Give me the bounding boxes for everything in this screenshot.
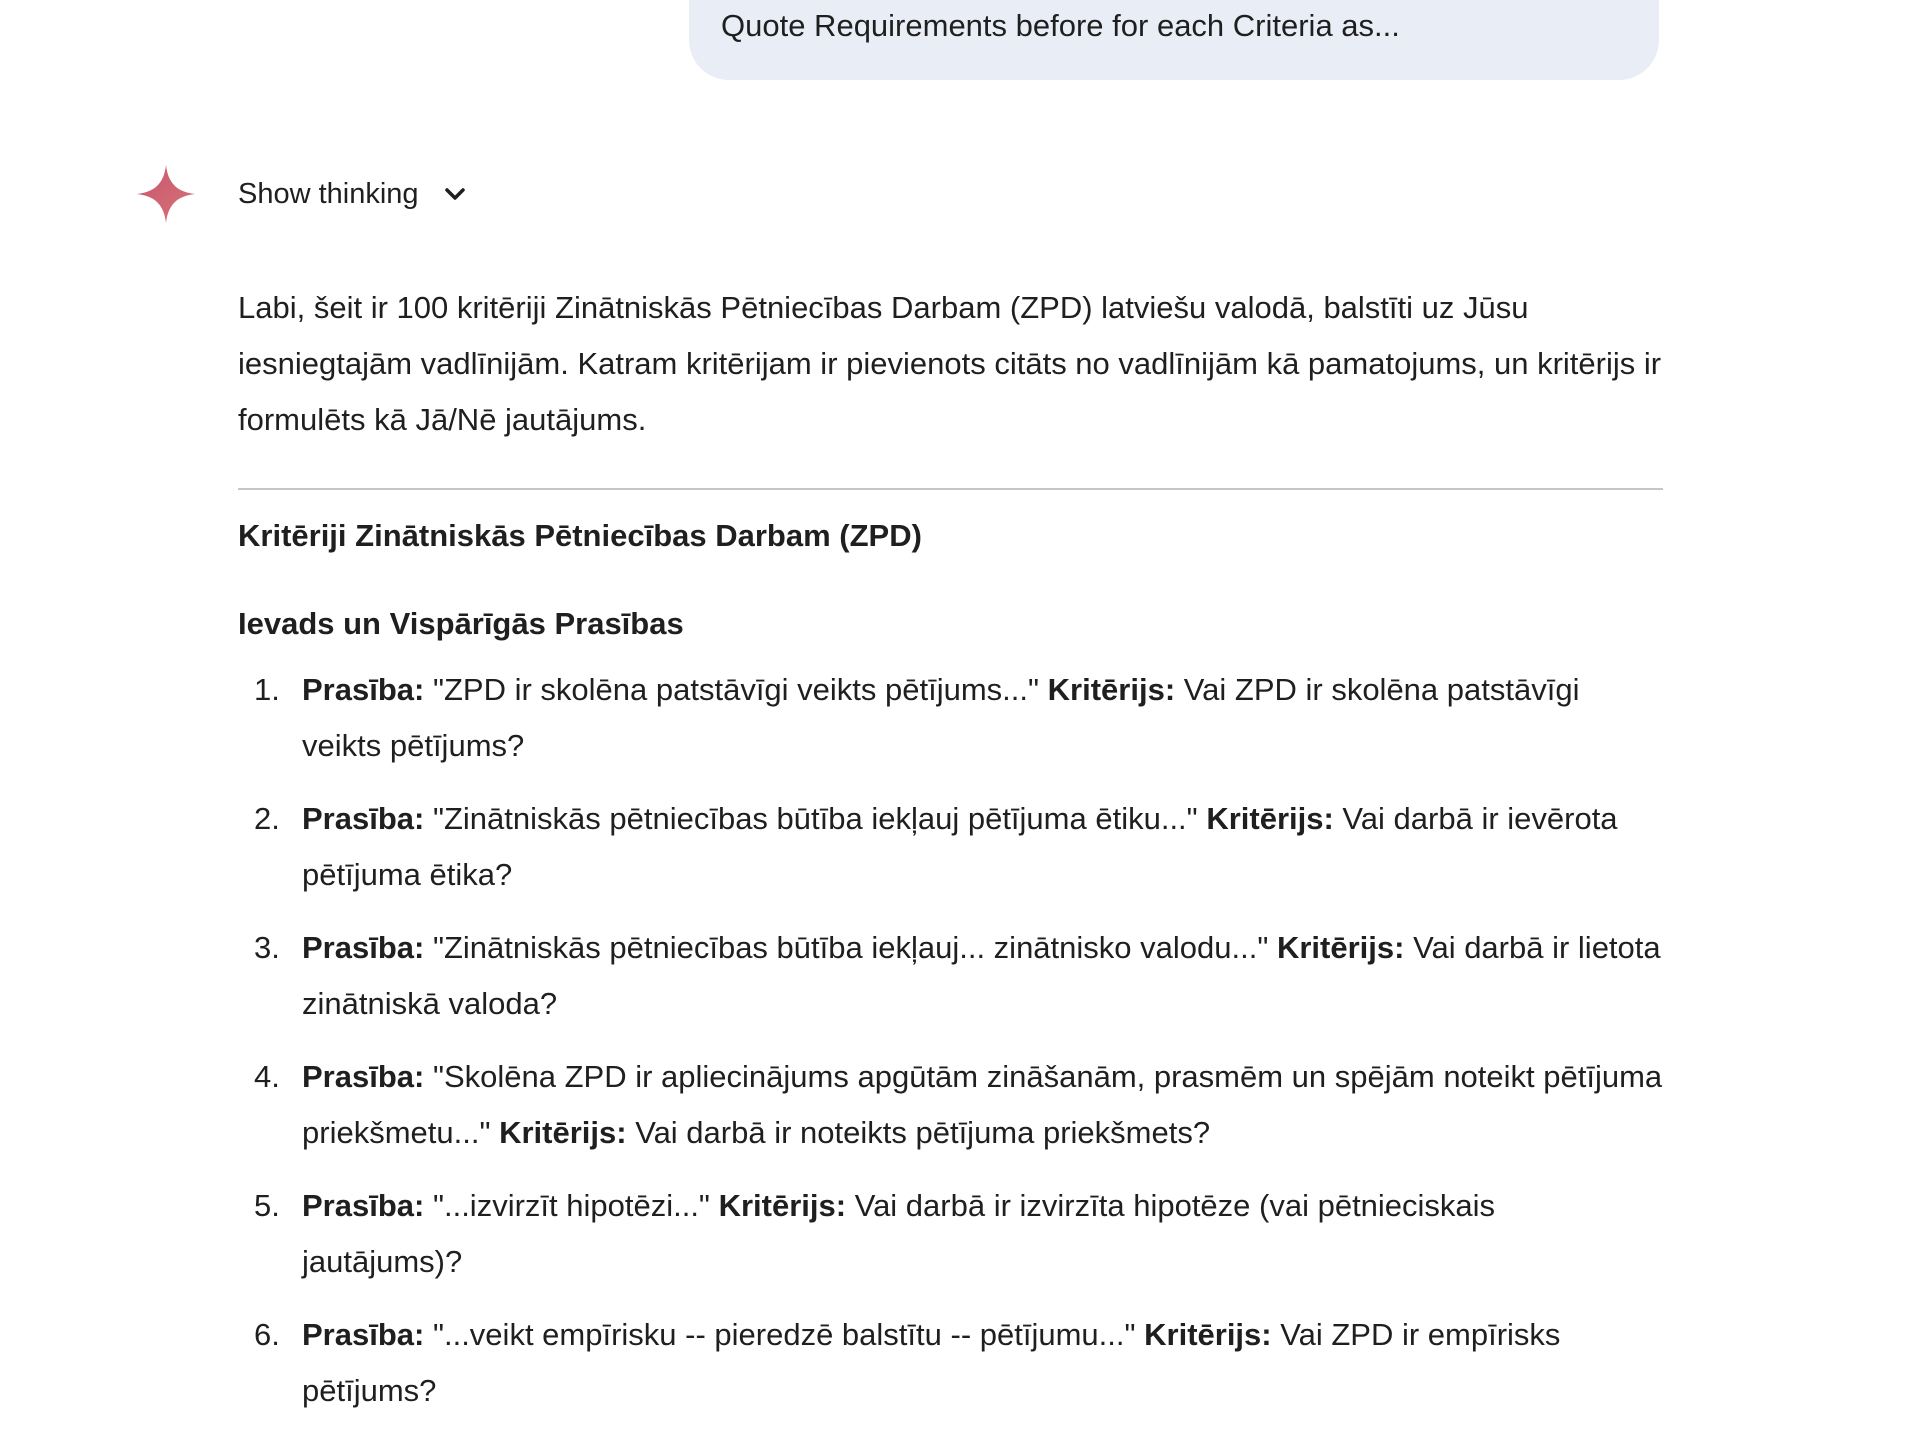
list-item <box>238 1049 1663 1161</box>
criterion-question: Vai ZPD ir skolēna patstāvīgi veikts pētījums? <box>302 672 1580 763</box>
requirement-label: Prasība: <box>302 801 425 836</box>
requirement-label: Prasība: <box>302 1059 425 1094</box>
requirement-label: Prasība: <box>302 1317 425 1352</box>
criterion-question: Vai darbā ir izvirzīta hipotēze (vai pētnieciskais jautājums)? <box>302 1188 1496 1279</box>
criterion-label: Kritērijs: <box>499 1115 627 1150</box>
list-item-number: 6. <box>254 1317 280 1352</box>
requirement-quote: "ZPD ir skolēna patstāvīgi veikts pētījums..." <box>432 672 1040 707</box>
chevron-down-icon <box>441 180 469 208</box>
criterion-label: Kritērijs: <box>718 1188 847 1223</box>
requirement-label: Prasība: <box>302 672 425 707</box>
list-item <box>238 920 1663 1032</box>
requirement-label: Prasība: <box>302 1188 425 1223</box>
section-heading: Ievads un Vispārīgās Prasības <box>238 606 684 641</box>
requirement-quote: "Zinātniskās pētniecības būtība iekļauj... zinātnisko valodu..." <box>432 930 1269 965</box>
criterion-question: Vai ZPD ir empīrisks pētījums? <box>302 1317 1561 1408</box>
user-message-bubble <box>689 0 1659 80</box>
response-intro: Labi, šeit ir 100 kritēriji Zinātniskās Pētniecības Darbam (ZPD) latviešu valodā, balstīti uz Jūsu iesniegtajām vadlīnijām. Katram kritērijam ir pievienots citāts no vadlīnijām kā pamatojums, un kritērijs ir formulēts kā Jā/Nē jautājums. <box>238 290 1662 437</box>
list-item <box>238 1307 1663 1419</box>
list-item-number: 1. <box>254 672 280 707</box>
response-heading: Kritēriji Zinātniskās Pētniecības Darbam (ZPD) <box>238 518 922 553</box>
criterion-label: Kritērijs: <box>1206 801 1334 836</box>
requirement-label: Prasība: <box>302 930 425 965</box>
criterion-question: Vai darbā ir noteikts pētījuma priekšmets? <box>635 1115 1211 1150</box>
requirement-quote: "Zinātniskās pētniecības būtība iekļauj pētījuma ētiku..." <box>432 801 1198 836</box>
criterion-question: Vai darbā ir ievērota pētījuma ētika? <box>302 801 1618 892</box>
criterion-question: Vai darbā ir lietota zinātniskā valoda? <box>302 930 1661 1021</box>
list-item-number: 5. <box>254 1188 280 1223</box>
criterion-label: Kritērijs: <box>1144 1317 1272 1352</box>
criteria-list <box>238 662 1663 1419</box>
user-message-text: Quote Requirements before for each Criteria as... <box>721 8 1400 43</box>
list-item-number: 3. <box>254 930 280 965</box>
criterion-label: Kritērijs: <box>1276 930 1405 965</box>
show-thinking-label: Show thinking <box>238 177 419 210</box>
list-item-number: 2. <box>254 801 280 836</box>
list-item <box>238 662 1663 774</box>
show-thinking-button[interactable] <box>238 172 469 216</box>
requirement-quote: "Skolēna ZPD ir apliecinājums apgūtām zināšanām, prasmēm un spējām noteikt pētījuma priekšmetu..." <box>302 1059 1663 1150</box>
criterion-label: Kritērijs: <box>1047 672 1176 707</box>
list-item-number: 4. <box>254 1059 280 1094</box>
sparkle-icon <box>135 163 197 225</box>
list-item <box>238 791 1663 903</box>
assistant-response <box>238 280 1663 1436</box>
requirement-quote: "...izvirzīt hipotēzi..." <box>432 1188 710 1223</box>
list-item <box>238 1178 1663 1290</box>
requirement-quote: "...veikt empīrisku -- pieredzē balstītu -- pētījumu..." <box>432 1317 1136 1352</box>
divider <box>238 488 1663 490</box>
